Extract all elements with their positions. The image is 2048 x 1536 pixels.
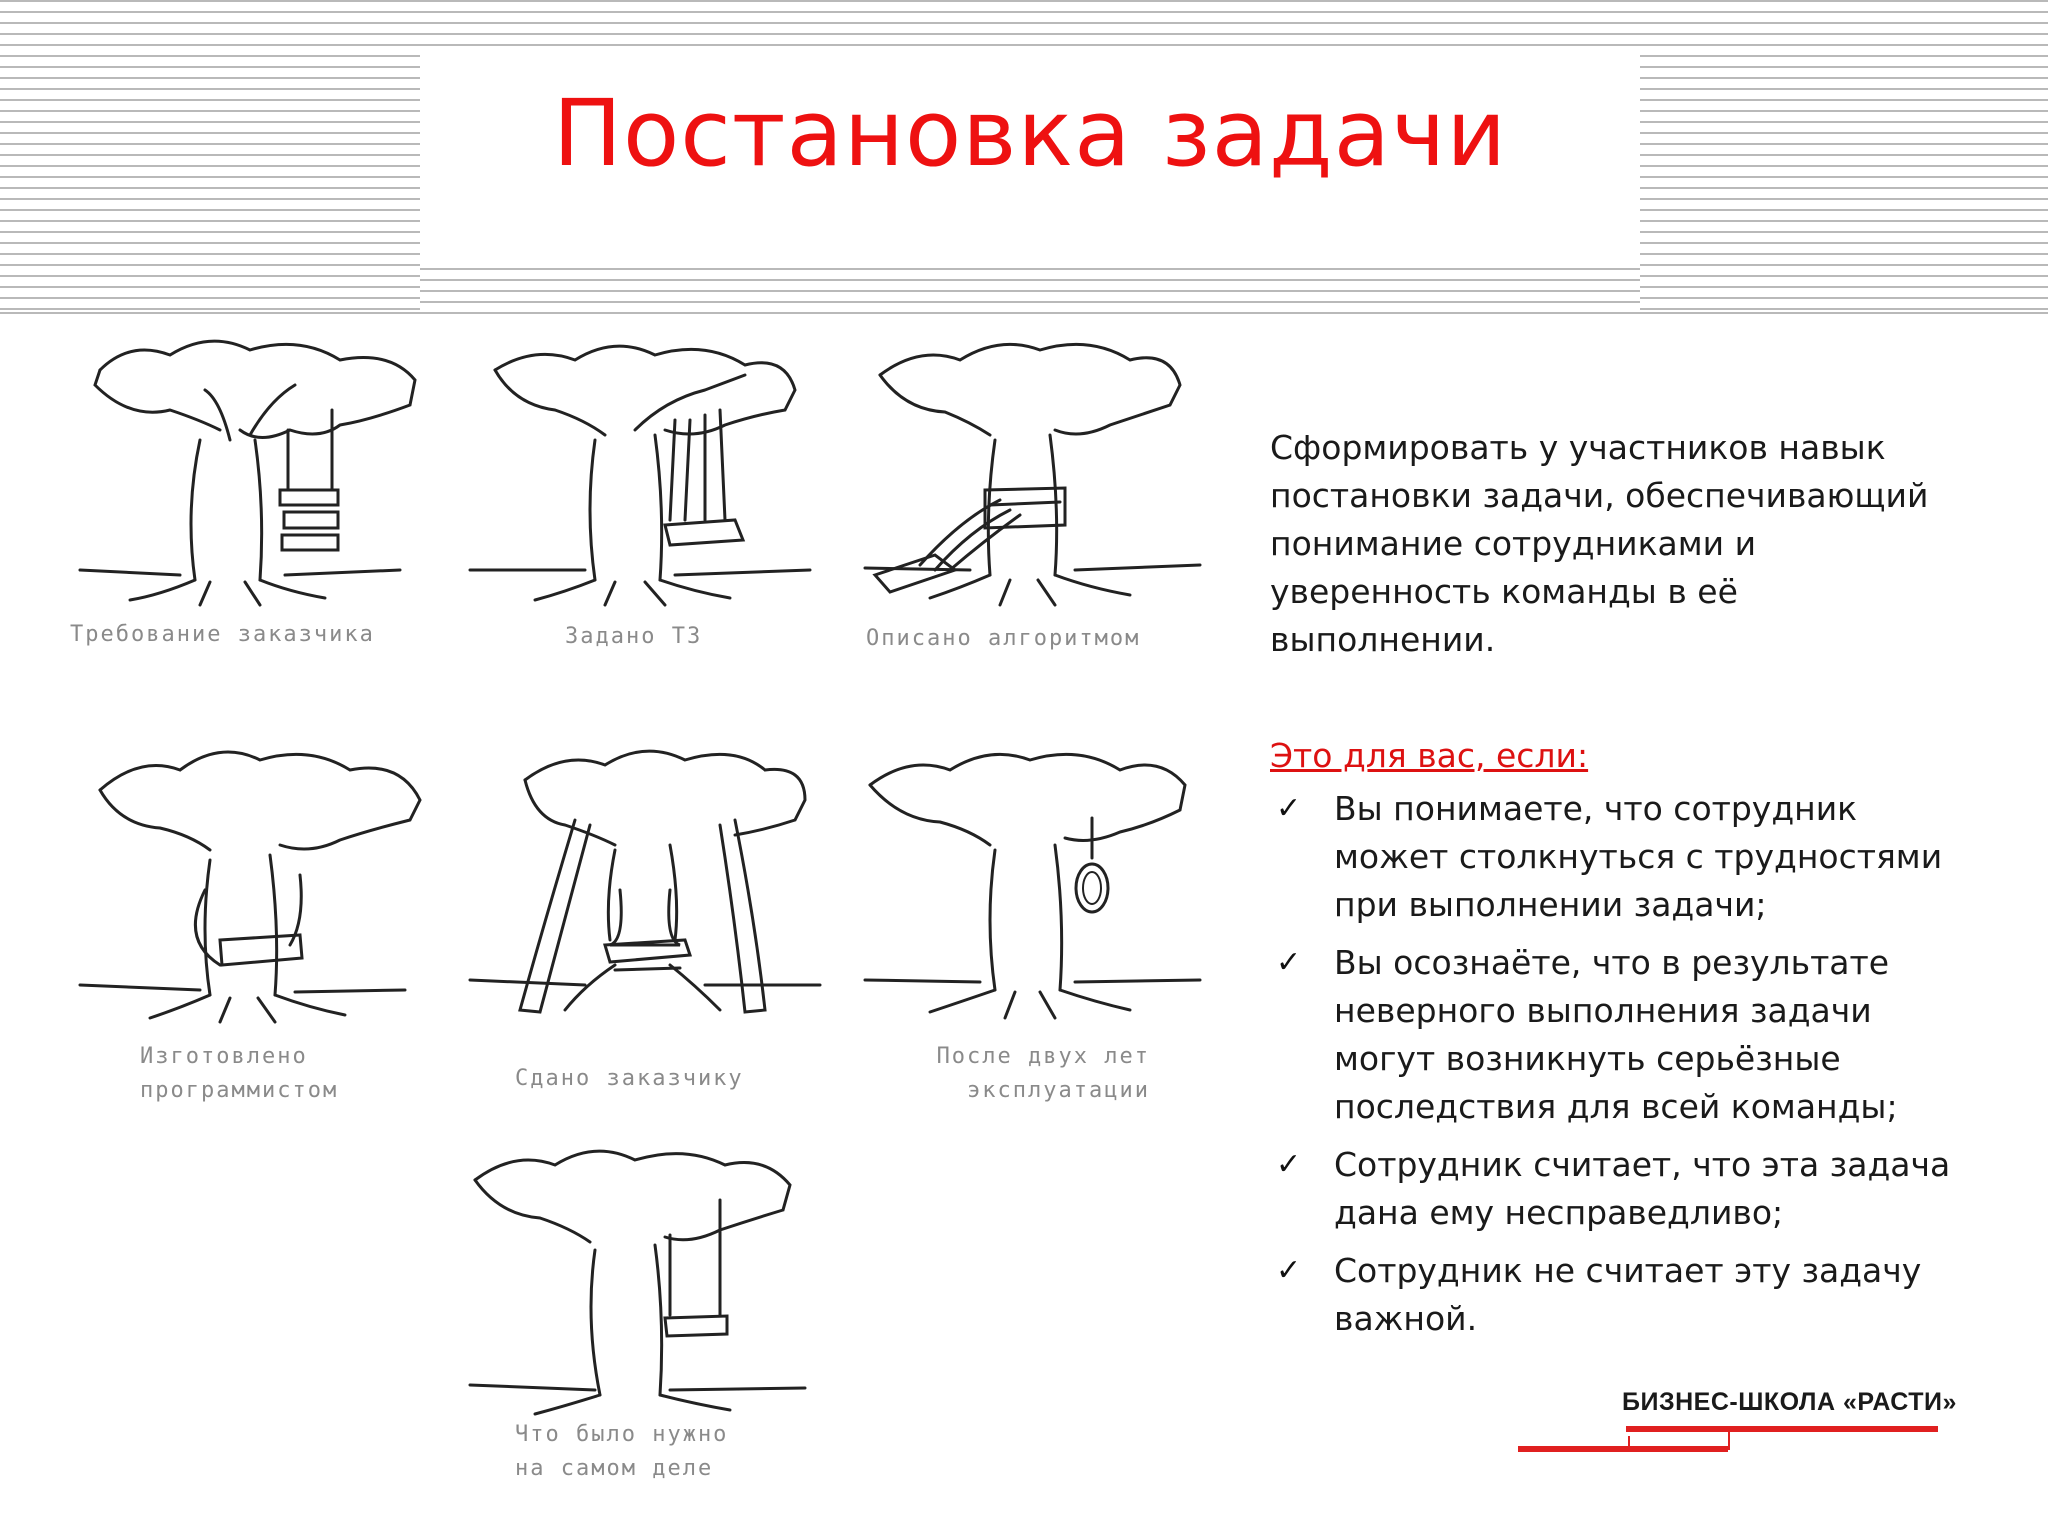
tree-swing-drawing-7 [465,1140,825,1420]
caption [515,1418,728,1486]
tree-swing-drawing-1 [70,330,430,610]
tree-swing-drawing-6 [860,740,1220,1030]
checklist-item-text: Сотрудник считает, что эта задача дана ему несправедливо; [1334,1145,1951,1232]
caption [565,620,702,654]
checkmark-icon: ✓ [1276,1253,1302,1288]
caption [890,1040,1150,1108]
checklist-item [1270,1247,1970,1343]
checklist-item [1270,785,1970,929]
checklist-item [1270,939,1970,1131]
illustration-spec-given [465,330,825,670]
checklist-item [1270,1141,1970,1237]
header-stripes-right [1640,0,2048,312]
page-title: Постановка задачи [552,80,1508,187]
illustration-delivered [465,740,825,1100]
caption-line: программистом [140,1078,339,1103]
illustration-customer-requirement [70,330,430,670]
caption-line: Описано алгоритмом [866,626,1141,651]
illustration-actually-needed [465,1140,825,1500]
brand-logo-text: БИЗНЕС-ШКОЛА «РАСТИ» [1622,1388,1957,1416]
illustration-algorithm [860,330,1220,670]
tree-swing-drawing-3 [860,330,1220,610]
caption-line: на самом деле [515,1456,714,1481]
tree-swing-drawing-5 [465,740,825,1030]
caption [140,1040,338,1108]
caption [70,618,375,652]
checkmark-icon: ✓ [1276,945,1302,980]
audience-heading: Это для вас, если: [1270,736,1589,775]
caption-line: Сдано заказчику [515,1066,744,1091]
caption [515,1062,744,1096]
tree-swing-drawing-4 [70,740,450,1030]
header-stripes-left [0,0,420,312]
caption-line: Требование заказчика [70,622,375,647]
caption-line: Задано ТЗ [565,624,703,649]
checklist-item-text: Сотрудник не считает эту задачу важной. [1334,1251,1922,1338]
brand-underline-graphic [1518,1426,1948,1456]
caption-line: После двух лет [936,1044,1150,1069]
caption-line: Изготовлено [140,1044,308,1069]
intro-paragraph: Сформировать у участников навык постановки задачи, обеспечивающий понимание сотрудниками и уверенность команды в её выполнении. [1270,428,1929,659]
audience-checklist [1270,785,1970,1353]
caption-line: Что было нужно [515,1422,729,1447]
caption [866,622,1140,656]
checklist-item-text: Вы понимаете, что сотрудник может столкнуться с трудностями при выполнении задачи; [1334,789,1943,924]
illustration-programmer-built [70,740,450,1120]
checkmark-icon: ✓ [1276,791,1302,826]
checkmark-icon: ✓ [1276,1147,1302,1182]
tree-swing-drawing-2 [465,330,825,610]
caption-line: эксплуатации [967,1078,1150,1103]
checklist-item-text: Вы осознаёте, что в результате неверного выполнения задачи могут возникнуть серьёзные последствия для всей команды; [1334,943,1898,1126]
illustration-after-two-years [860,740,1220,1120]
